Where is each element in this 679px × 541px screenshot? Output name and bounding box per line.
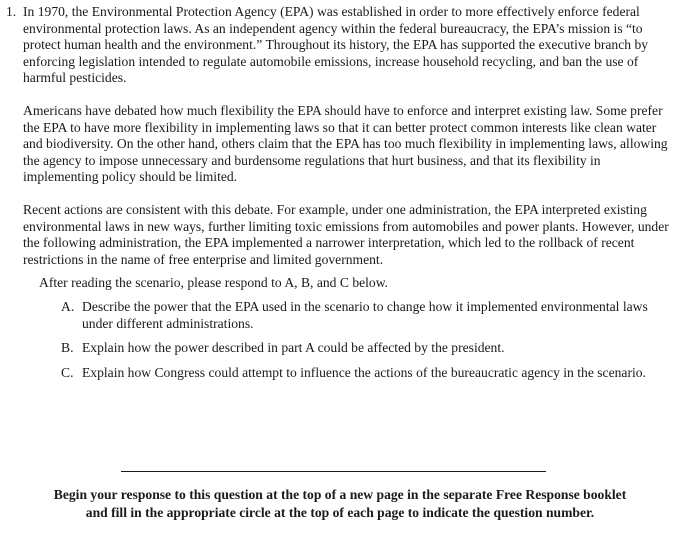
response-instructions [6,486,674,522]
part-c-text: Explain how Congress could attempt to influence the actions of the bureaucratic agency in the scenario. [82,364,646,380]
response-instructions-line-2: and fill in the appropriate circle at the top of each page to indicate the question number. [85,505,595,520]
part-b-text: Explain how the power described in part A could be affected by the president. [82,340,505,356]
part-c-letter: C. [61,364,74,380]
question-1 [6,4,674,389]
part-b-letter: B. [61,340,74,356]
scenario-paragraph-2: Americans have debated how much flexibility the EPA should have to enforce and interpret existing law. Some prefer the EPA to have more flexibility in implementing laws so that it can better protect common interests like clean water and biodiversity. On the other hand, others claim that the EPA has too much flexibility in implementing laws, allowing the agency to impose unnecessary and burdensome regulations that hurt business, and that its flexibility in implementing policy should be limited. [23,102,668,185]
separator-rule [121,471,546,472]
question-part-a [61,299,661,332]
instruction-text: After reading the scenario, please respond to A, B, and C below. [39,275,389,291]
question-part-b [61,340,661,357]
scenario-paragraph-1: In 1970, the Environmental Protection Agency (EPA) was established in order to more effectively enforce federal environmental protection laws. As an independent agency within the federal bureaucracy, the EPA’s mission is “to protect human health and the environment.” Throughout its history, the EPA has supported the executive branch by enforcing legislation intended to regulate automobile emissions, increase household recycling, and ban the use of harmful pesticides. [23,4,649,86]
part-a-text: Describe the power that the EPA used in the scenario to change how it implemented environmental laws under different administrations. [82,298,648,331]
part-a-letter: A. [61,298,75,314]
question-number: 1. [6,4,17,19]
question-part-c [61,365,661,382]
question-parts-list [61,299,661,381]
response-instructions-line-1: Begin your response to this question at the top of a new page in the separate Free Response booklet [53,487,627,502]
scenario-paragraph-3: Recent actions are consistent with this debate. For example, under one administration, the EPA interpreted existing environmental laws in new ways, further limiting toxic emissions from automobiles and power plants. However, under the following administration, the EPA implemented a narrower interpretation, which led to the rollback of recent restrictions in the name of free enterprise and limited government. [23,201,669,267]
